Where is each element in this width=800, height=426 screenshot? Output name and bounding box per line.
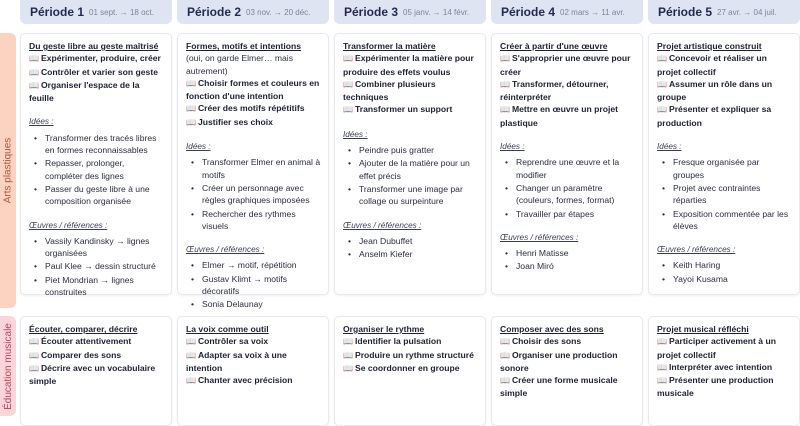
period-name: Période 4 xyxy=(501,5,556,19)
book-icon: 📖 xyxy=(500,105,510,115)
skill-text: Adapter sa voix à une intention xyxy=(186,349,287,373)
skill-item xyxy=(343,78,478,104)
skill-item xyxy=(186,102,321,115)
works-label: Œuvres / références : xyxy=(500,232,579,242)
skill-item xyxy=(500,349,635,375)
book-icon: 📖 xyxy=(29,350,39,360)
works-list xyxy=(500,247,635,273)
card-title: Écouter, comparer, décrire xyxy=(29,324,138,334)
work-item: • Joan Miró xyxy=(500,260,635,272)
period-card xyxy=(491,316,643,426)
idea-item: • Transformer des tracés libres en formes reconnaissables xyxy=(29,132,164,157)
skill-text: Organiser une production sonore xyxy=(500,349,618,373)
skill-item xyxy=(29,349,164,362)
skill-item xyxy=(500,374,635,400)
idea-item: • Créer un personnage avec règles graphiques imposées xyxy=(186,182,321,207)
skill-text: Choisir formes et couleurs en fonction d'une intention xyxy=(186,77,320,102)
idea-item: • Peindre puis gratter xyxy=(343,144,478,156)
skill-text: Contrôler et varier son geste xyxy=(40,66,158,77)
book-icon: 📖 xyxy=(29,337,39,347)
period-3-header xyxy=(334,0,486,24)
idea-item: • Rechercher des rythmes visuels xyxy=(186,208,321,233)
skill-text: Se coordonner en groupe xyxy=(354,362,460,373)
work-item: • Yayoi Kusama xyxy=(657,273,792,285)
work-item: • Paul Klee → dessin structuré xyxy=(29,260,164,272)
book-icon: 📖 xyxy=(500,337,510,347)
works-list xyxy=(343,235,478,261)
skill-text: Écouter attentivement xyxy=(40,336,132,347)
skill-item xyxy=(343,103,478,116)
skill-item xyxy=(343,362,478,375)
idea-item: • Transformer Elmer en animal à motifs xyxy=(186,156,321,181)
period-name: Période 2 xyxy=(187,5,242,19)
ideas-list xyxy=(186,156,321,232)
skill-text: Expérimenter, produire, créer xyxy=(40,53,161,64)
work-item: • Anselm Kiefer xyxy=(343,248,478,260)
period-name: Période 5 xyxy=(658,5,713,19)
skill-text: Présenter une production musicale xyxy=(657,375,774,399)
skill-item xyxy=(186,77,321,103)
works-list xyxy=(29,235,164,298)
book-icon: 📖 xyxy=(343,337,353,347)
row-label-education-musicale xyxy=(0,316,16,416)
period-1-header xyxy=(20,0,172,24)
skill-text: Présenter et expliquer sa production xyxy=(657,104,772,128)
skill-item xyxy=(500,335,635,348)
ideas-list xyxy=(657,156,792,232)
skill-item xyxy=(343,335,478,348)
book-icon: 📖 xyxy=(29,54,39,64)
book-icon: 📖 xyxy=(343,105,353,115)
skill-item xyxy=(657,361,792,374)
skill-text: Décrire avec un vocabulaire simple xyxy=(29,362,156,387)
skill-text: Transformer un support xyxy=(354,104,453,115)
card-title: Formes, motifs et intentions xyxy=(186,41,302,51)
work-item: • Elmer → motif, répétition xyxy=(186,259,321,271)
card-title: Organiser le rythme xyxy=(343,324,425,334)
period-card xyxy=(20,316,172,426)
book-icon: 📖 xyxy=(343,54,353,64)
period-dates: 27 avr. → 04 juil. xyxy=(717,7,777,17)
skill-item xyxy=(29,335,164,348)
period-name: Période 3 xyxy=(344,5,399,19)
works-list xyxy=(657,259,792,285)
skill-item xyxy=(657,78,792,104)
work-item: • Gustav Klimt → motifs décoratifs xyxy=(186,273,321,298)
work-item: • Sonia Delaunay xyxy=(186,298,321,310)
skill-item xyxy=(29,79,164,105)
book-icon: 📖 xyxy=(657,337,667,347)
period-card xyxy=(334,316,486,426)
skill-text: Participer activement à un projet collectif xyxy=(657,336,776,360)
ideas-list xyxy=(500,156,635,219)
skill-item xyxy=(343,349,478,362)
period-2-header xyxy=(177,0,329,24)
work-item: • Jean Dubuffet xyxy=(343,235,478,247)
book-icon: 📖 xyxy=(186,350,196,360)
subject-label: Arts plastiques xyxy=(2,137,14,204)
skill-item xyxy=(500,103,635,129)
period-card xyxy=(491,33,643,295)
book-icon: 📖 xyxy=(343,363,353,373)
skill-text: Comparer des sons xyxy=(40,349,122,360)
skill-text: Combiner plusieurs techniques xyxy=(343,78,436,103)
skill-text: Produire un rythme structuré xyxy=(354,349,474,360)
period-card xyxy=(648,33,800,295)
work-item: • Henri Matisse xyxy=(500,247,635,259)
skill-text: Assumer un rôle dans un groupe xyxy=(657,78,773,103)
book-icon: 📖 xyxy=(500,350,510,360)
book-icon: 📖 xyxy=(657,362,667,372)
skill-text: Transformer, détourner, réinterpréter xyxy=(500,78,609,103)
work-item: • Piet Mondrian → lignes construites xyxy=(29,274,164,299)
idea-item: • Reprendre une œuvre et la modifier xyxy=(500,156,635,181)
skill-item xyxy=(186,349,321,375)
row-label-arts-plastiques xyxy=(0,33,16,308)
ideas-label: Idées : xyxy=(500,142,525,152)
skill-item xyxy=(657,335,792,361)
ideas-label: Idées : xyxy=(186,142,211,152)
card-title: La voix comme outil xyxy=(186,324,269,334)
skill-text: Créer une forme musicale simple xyxy=(500,375,618,399)
card-title: Du geste libre au geste maîtrisé xyxy=(29,41,159,51)
idea-item: • Fresque organisée par groupes xyxy=(657,156,792,181)
skill-text: Mettre en œuvre un projet plastique xyxy=(500,104,618,128)
period-card xyxy=(334,33,486,295)
book-icon: 📖 xyxy=(186,117,196,127)
book-icon: 📖 xyxy=(29,67,39,77)
works-label: Œuvres / références : xyxy=(29,220,108,230)
skill-item xyxy=(29,52,164,65)
work-item: • Keith Haring xyxy=(657,259,792,271)
book-icon: 📖 xyxy=(500,79,510,89)
works-list xyxy=(186,259,321,310)
book-icon: 📖 xyxy=(29,363,39,373)
idea-item: • Repasser, prolonger, compléter des lignes xyxy=(29,157,164,182)
skill-item xyxy=(657,52,792,78)
period-dates: 05 janv. → 14 févr. xyxy=(403,7,470,17)
card-title: Projet artistique construit xyxy=(657,41,762,51)
card-title: Projet musical réfléchi xyxy=(657,324,749,334)
skill-item xyxy=(29,362,164,388)
ideas-list xyxy=(29,132,164,208)
subject-label: Éducation musicale xyxy=(2,322,14,410)
period-5-header xyxy=(648,0,800,24)
skill-item xyxy=(29,66,164,79)
work-item: • Vassily Kandinsky → lignes organisées xyxy=(29,235,164,260)
skill-item xyxy=(500,78,635,104)
period-card xyxy=(177,316,329,426)
skill-item xyxy=(186,116,321,129)
works-label: Œuvres / références : xyxy=(657,245,736,255)
skill-text: Justifier ses choix xyxy=(197,116,273,127)
card-subtitle: (oui, on garde Elmer… mais autrement) xyxy=(186,53,293,76)
book-icon: 📖 xyxy=(657,54,667,64)
book-icon: 📖 xyxy=(343,79,353,89)
skill-text: S'approprier une œuvre pour créer xyxy=(500,53,631,77)
skill-text: Chanter avec précision xyxy=(197,375,293,386)
skill-text: Expérimenter la matière pour produire des effets voulus xyxy=(343,53,474,77)
period-dates: 03 nov. → 20 déc. xyxy=(246,7,311,17)
skill-item xyxy=(186,374,321,387)
skill-item xyxy=(186,335,321,348)
works-label: Œuvres / références : xyxy=(343,220,422,230)
period-dates: 02 mars → 11 avr. xyxy=(560,7,625,17)
card-title: Transformer la matière xyxy=(343,41,436,51)
book-icon: 📖 xyxy=(186,337,196,347)
idea-item: • Passer du geste libre à une composition organisée xyxy=(29,183,164,208)
skill-item xyxy=(657,103,792,129)
period-dates: 01 sept. → 18 oct. xyxy=(89,7,154,17)
period-4-header xyxy=(491,0,643,24)
skill-item xyxy=(343,52,478,78)
book-icon: 📖 xyxy=(657,376,667,386)
book-icon: 📖 xyxy=(186,78,196,88)
book-icon: 📖 xyxy=(657,79,667,89)
skill-text: Créer des motifs répétitifs xyxy=(197,103,305,114)
idea-item: • Changer un paramètre (couleurs, formes, format) xyxy=(500,182,635,207)
works-label: Œuvres / références : xyxy=(186,245,265,255)
book-icon: 📖 xyxy=(500,54,510,64)
card-title: Créer à partir d'une œuvre xyxy=(500,41,608,51)
skill-text: Identifier la pulsation xyxy=(354,336,442,347)
ideas-label: Idées : xyxy=(29,117,54,127)
skill-text: Organiser l'espace de la feuille xyxy=(29,79,140,104)
period-card xyxy=(648,316,800,426)
idea-item: • Projet avec contraintes réparties xyxy=(657,182,792,207)
periods-header xyxy=(20,0,800,25)
skill-text: Concevoir et réaliser un projet collectif xyxy=(657,53,767,77)
idea-item: • Travailler par étapes xyxy=(500,208,635,220)
idea-item: • Ajouter de la matière pour un effet précis xyxy=(343,157,478,182)
book-icon: 📖 xyxy=(29,80,39,90)
book-icon: 📖 xyxy=(186,376,196,386)
skill-item xyxy=(500,52,635,78)
book-icon: 📖 xyxy=(657,105,667,115)
idea-item: • Exposition commentée par les élèves xyxy=(657,208,792,233)
skill-item xyxy=(657,374,792,400)
skill-text: Choisir des sons xyxy=(511,336,582,347)
ideas-list xyxy=(343,144,478,207)
period-card xyxy=(177,33,329,310)
book-icon: 📖 xyxy=(343,350,353,360)
period-name: Période 1 xyxy=(30,5,85,19)
skill-text: Contrôler sa voix xyxy=(197,336,269,347)
ideas-label: Idées : xyxy=(657,142,682,152)
idea-item: • Transformer une image par collage ou surpeinture xyxy=(343,183,478,208)
book-icon: 📖 xyxy=(186,104,196,114)
book-icon: 📖 xyxy=(500,376,510,386)
skill-text: Interpréter avec intention xyxy=(668,361,773,372)
card-title: Composer avec des sons xyxy=(500,324,604,334)
period-card xyxy=(20,33,172,298)
ideas-label: Idées : xyxy=(343,129,368,139)
